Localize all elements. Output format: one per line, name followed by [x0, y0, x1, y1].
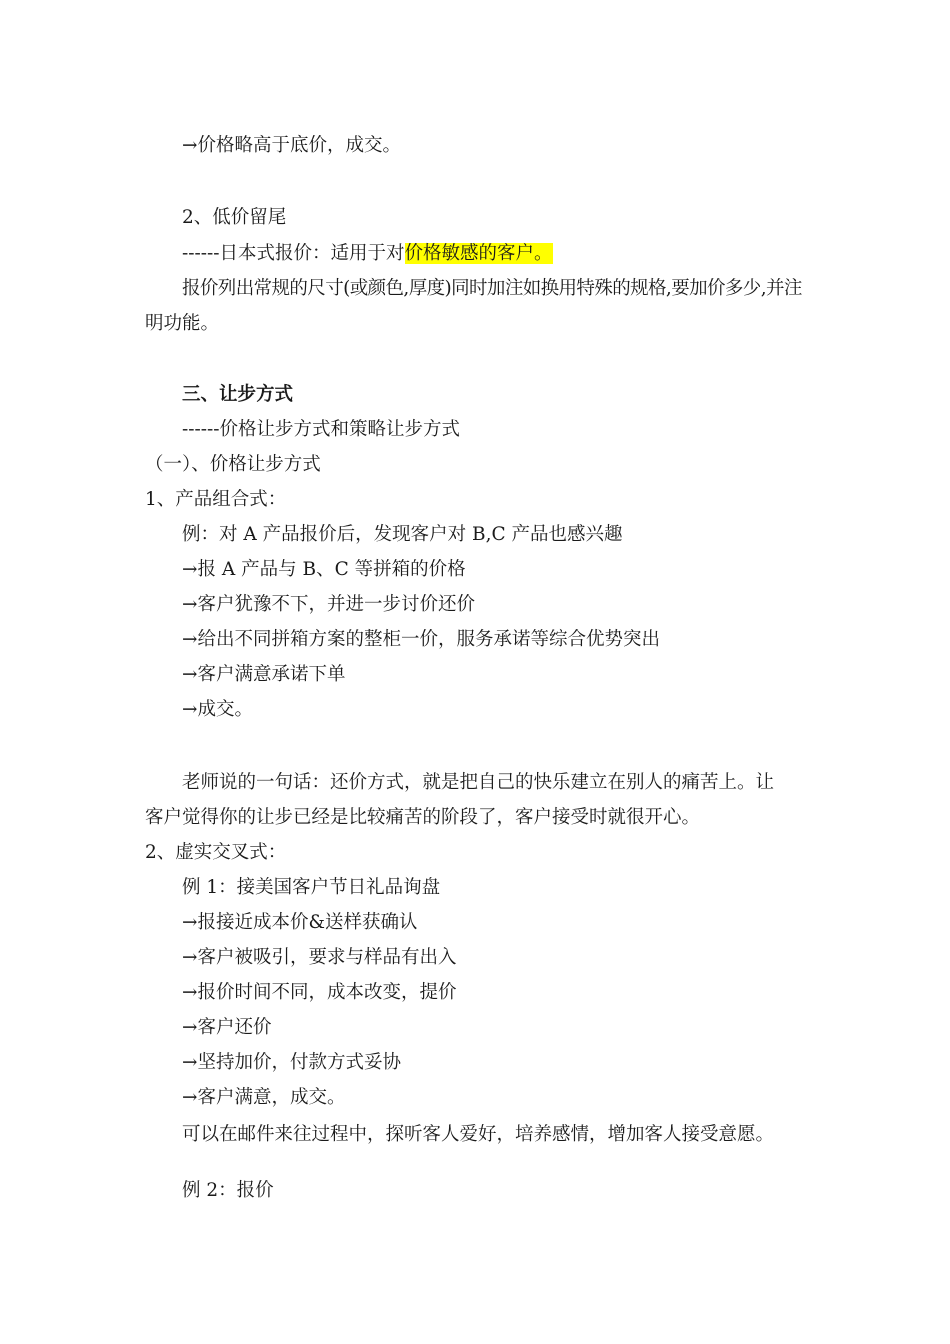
text-line: →客户满意承诺下单	[182, 664, 346, 685]
paragraph-line: 客户觉得你的让步已经是比较痛苦的阶段了，客户接受时就很开心。	[145, 807, 701, 828]
text-line: →客户被吸引，要求与样品有出入	[182, 947, 457, 968]
text-line: →坚持加价，付款方式妥协	[182, 1052, 402, 1073]
text-segment: ------日本式报价：适用于对	[182, 243, 405, 264]
paragraph-line: 报价列出常规的尺寸(或颜色,厚度)同时加注如换用特殊的规格,要加价多少,并注	[182, 278, 802, 299]
text-line: →成交。	[182, 699, 254, 720]
text-line: →价格略高于底价，成交。	[182, 135, 402, 156]
highlighted-text: 价格敏感的客户。	[404, 243, 553, 264]
text-line: →客户满意，成交。	[182, 1087, 346, 1108]
text-line	[182, 241, 553, 267]
text-line: 例 2：报价	[182, 1180, 274, 1201]
list-heading: 2、虚实交叉式：	[145, 842, 287, 863]
paragraph-line: 明功能。	[145, 313, 220, 334]
list-heading: 1、产品组合式：	[145, 489, 287, 510]
text-line: ------价格让步方式和策略让步方式	[182, 419, 461, 440]
text-line: →客户还价	[182, 1017, 272, 1038]
subsection-heading: （一）、价格让步方式	[145, 454, 321, 475]
text-line: →报价时间不同，成本改变，提价	[182, 982, 457, 1003]
paragraph-line: 老师说的一句话：还价方式，就是把自己的快乐建立在别人的痛苦上。让	[182, 772, 775, 793]
text-line: 例 1：接美国客户节日礼品询盘	[182, 877, 441, 898]
text-line: 例：对 A 产品报价后，发现客户对 B,C 产品也感兴趣	[182, 524, 623, 545]
section-heading: 三、让步方式	[182, 384, 294, 405]
text-line: →给出不同拼箱方案的整柜一价，服务承诺等综合优势突出	[182, 629, 661, 650]
paragraph-line: 可以在邮件来往过程中，探听客人爱好，培养感情，增加客人接受意愿。	[182, 1124, 775, 1145]
list-heading: 2、低价留尾	[182, 207, 287, 228]
text-line: →客户犹豫不下，并进一步讨价还价	[182, 594, 476, 615]
text-line: →报 A 产品与 B、C 等拼箱的价格	[182, 559, 466, 580]
text-line: →报接近成本价&送样获确认	[182, 912, 418, 933]
